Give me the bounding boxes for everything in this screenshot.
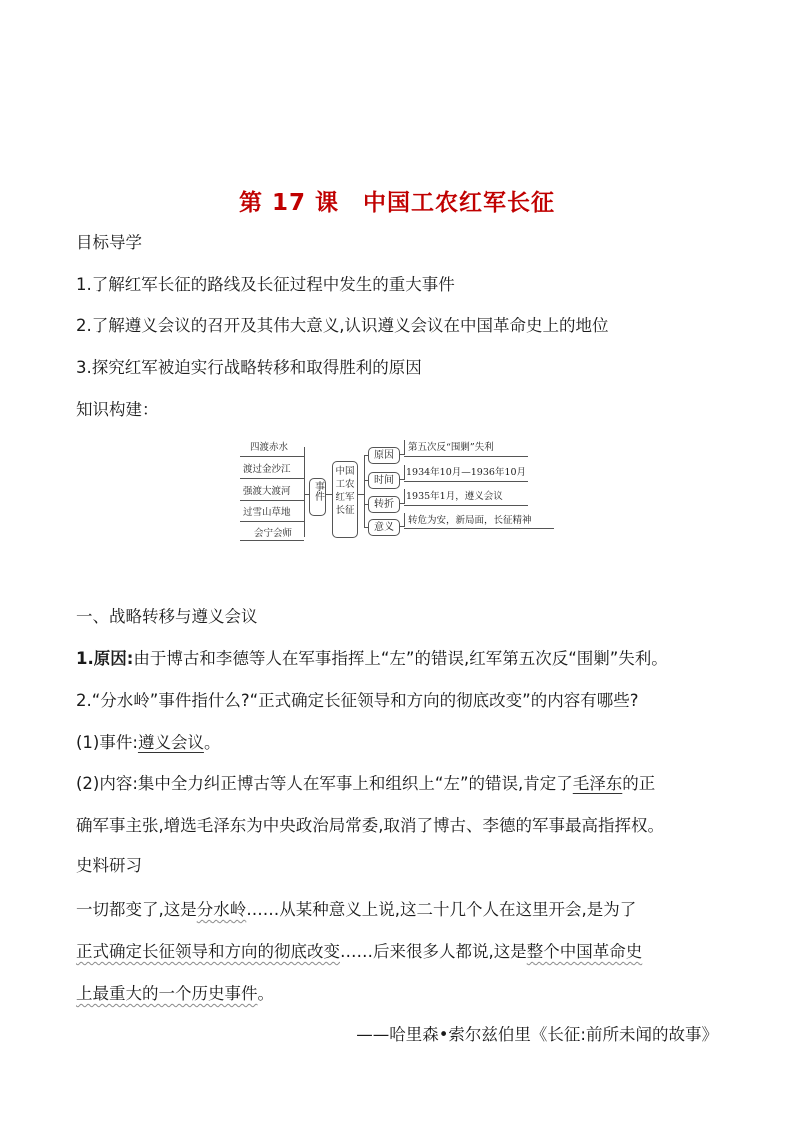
diagram-detail: 1935年1月，遵义会议: [406, 491, 503, 502]
a1-prefix: (1)事件:: [76, 733, 138, 752]
source-attribution: ——哈里森•索尔兹伯里《长征:前所未闻的故事》: [356, 1025, 718, 1044]
a2-line-1: [76, 773, 655, 795]
diagram-detail: 1934年10月—1936年10月: [406, 467, 527, 478]
source-highlight: 整个中国革命史: [526, 942, 643, 961]
diagram-category: 时间: [368, 472, 400, 489]
diagram-event: 渡过金沙江: [243, 464, 291, 475]
page-title: 第 17 课 中国工农红军长征: [238, 190, 556, 216]
source-highlight: 上最重大的一个历史事件: [76, 984, 258, 1003]
a1-answer: 遵义会议: [137, 733, 204, 752]
diagram-events-label: [309, 478, 326, 516]
diagram-category: 意义: [368, 519, 400, 536]
q1-line: [76, 648, 668, 670]
source-text: 。: [257, 984, 274, 1003]
source-line-1: [76, 899, 636, 921]
diagram-category: 原因: [368, 447, 400, 464]
diagram-event: 过雪山草地: [243, 507, 291, 518]
diagram-detail: 第五次反“围剿”失利: [408, 442, 494, 453]
diagram-category: 转折: [368, 496, 400, 513]
a1-line: [76, 732, 220, 754]
goal-item-1: 1.了解红军长征的路线及长征过程中发生的重大事件: [76, 275, 455, 294]
diagram-center: 中国工农红军长征: [332, 461, 358, 538]
source-text: 一切都变了,这是: [76, 900, 197, 919]
knowledge-heading: 知识构建：: [76, 400, 159, 419]
a2-prefix: (2)内容:集中全力纠正博古等人在军事上和组织上“左”的错误,肯定了: [76, 774, 573, 793]
diagram-event: 强渡大渡河: [243, 486, 291, 497]
source-heading: 史料研习: [76, 856, 142, 875]
diagram-event: 会宁会师: [254, 528, 293, 539]
q1-text: 由于博古和李德等人在军事指挥上“左”的错误,红军第五次反“围剿”失利。: [133, 649, 668, 668]
goal-item-3: 3.探究红军被迫实行战略转移和取得胜利的原因: [76, 358, 422, 377]
source-highlight: 分水岭: [196, 900, 247, 919]
source-text: ……后来很多人都说,这是: [340, 942, 527, 961]
source-line-2: [76, 941, 642, 963]
q1-label: 1.原因:: [76, 649, 134, 668]
a2-line-2: 确军事主张,增选毛泽东为中央政治局常委,取消了博古、李德的军事最高指挥权。: [76, 816, 664, 835]
goals-heading: 目标导学: [76, 233, 142, 252]
section-heading: 一、战略转移与遵义会议: [76, 607, 258, 626]
source-line-3: [76, 983, 274, 1005]
knowledge-diagram: [240, 436, 558, 542]
diagram-events-label-text: 事件: [312, 481, 324, 501]
goal-item-2: 2.了解遵义会议的召开及其伟大意义,认识遵义会议在中国革命史上的地位: [76, 316, 609, 335]
a2-suffix: 的正: [622, 774, 656, 793]
a1-suffix: 。: [203, 733, 221, 752]
a2-answer: 毛泽东: [572, 774, 623, 793]
source-text: ……从某种意义上说,这二十几个人在这里开会,是为了: [246, 900, 637, 919]
diagram-event: 四渡赤水: [250, 442, 289, 453]
q2-line: 2.“分水岭”事件指什么?“正式确定长征领导和方向的彻底改变”的内容有哪些?: [76, 691, 639, 710]
source-highlight: 正式确定长征领导和方向的彻底改变: [76, 942, 340, 961]
diagram-detail: 转危为安，新局面，长征精神: [408, 515, 532, 526]
